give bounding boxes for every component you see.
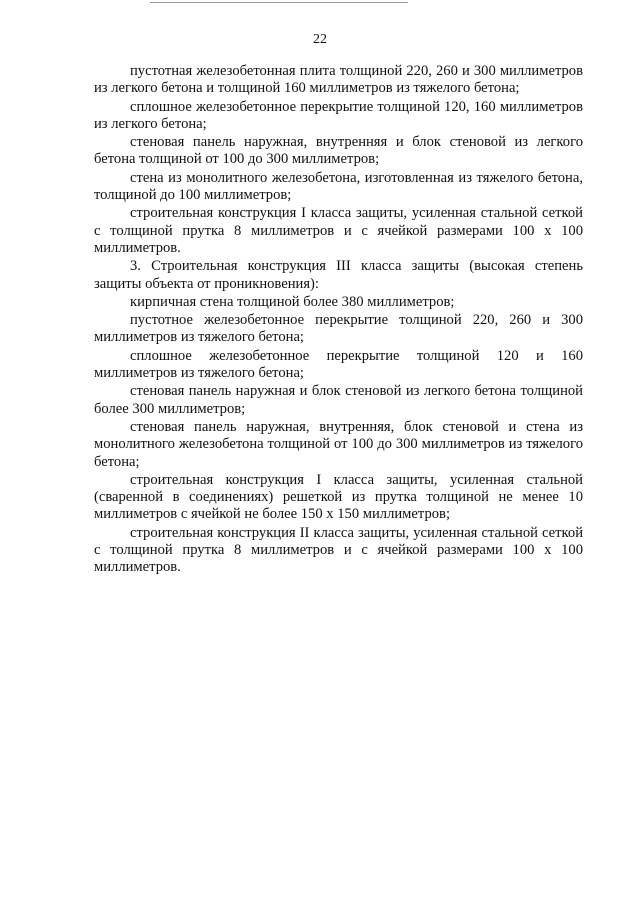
paragraph-class-two-with-mesh: строительная конструкция II класса защиты, усиленная стальной сеткой с толщиной прутка 8 миллиметров и с ячейкой размерами 100 x 100 миллиметров.	[94, 524, 583, 576]
paragraph-class-three-heading: 3. Строительная конструкция III класса защиты (высокая степень защиты объекта от проникновения):	[94, 258, 583, 292]
paragraph-class-one-with-mesh: строительная конструкция I класса защиты, усиленная стальной сеткой с толщиной прутка 8 миллиметров и с ячейкой размерами 100 x 100 миллиметров.	[94, 205, 583, 256]
paragraph-monolithic-wall-100mm: стена из монолитного железобетона, изготовленная из тяжелого бетона, толщиной до 100 миллиметров;	[94, 169, 583, 204]
paragraph-brick-wall-380mm: кирпичная стена толщиной более 380 миллиметров;	[130, 293, 455, 310]
paragraph-class-one-with-grating: строительная конструкция I класса защиты, усиленная стальной (сваренной в соединениях) решеткой из прутка толщиной не менее 10 миллиметров с ячейкой не более 150 x 150 миллиметров;	[94, 471, 583, 523]
paragraph-hollow-slab-light-concrete: пустотная железобетонная плита толщиной 220, 260 и 300 миллиметров из легкого бетона и толщиной 160 миллиметров из тяжелого бетона;	[94, 63, 583, 97]
paragraph-solid-floor-light-concrete: сплошное железобетонное перекрытие толщиной 120, 160 миллиметров из легкого бетона;	[94, 98, 583, 132]
paragraph-solid-floor-heavy-concrete: сплошное железобетонное перекрытие толщиной 120 и 160 миллиметров из тяжелого бетона;	[94, 347, 583, 382]
document-body	[94, 63, 583, 578]
paragraph-hollow-floor-heavy-concrete: пустотное железобетонное перекрытие толщиной 220, 260 и 300 миллиметров из тяжелого бетона;	[94, 312, 583, 346]
page-number: 22	[313, 32, 327, 47]
paragraph-wall-panel-light-concrete: стеновая панель наружная, внутренняя и блок стеновой из легкого бетона толщиной от 100 до 300 миллиметров;	[94, 134, 583, 168]
top-scan-rule	[150, 2, 408, 3]
paragraph-monolithic-wall-heavy-concrete: стеновая панель наружная, внутренняя, блок стеновой и стена из монолитного железобетона толщиной от 100 до 300 миллиметров из тяжелого бетона;	[94, 418, 583, 470]
paragraph-wall-panel-over-300mm: стеновая панель наружная и блок стеновой из легкого бетона толщиной более 300 миллиметров;	[94, 383, 583, 417]
